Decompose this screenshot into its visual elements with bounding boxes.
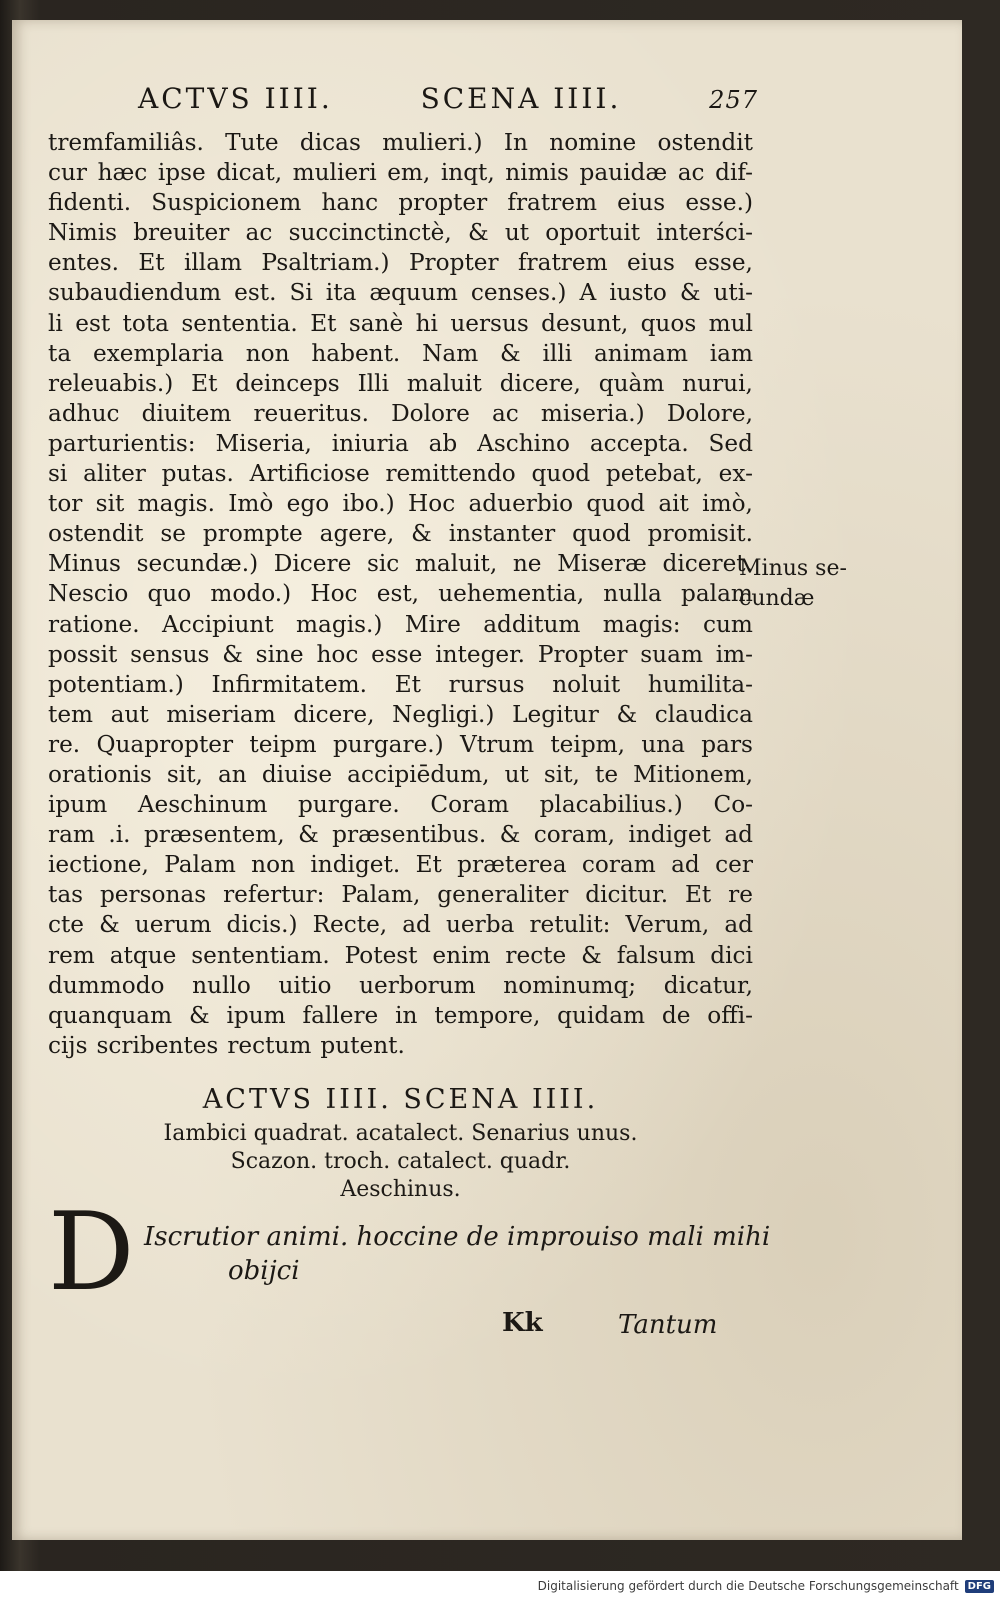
catchword: Tantum <box>618 1310 718 1340</box>
text-line: dummodo nullo uitio uerborum nominumq; dicatur, <box>48 971 753 999</box>
credit-text: Digitalisierung gefördert durch die Deutsche Forschungsgemeinschaft <box>537 1579 959 1593</box>
text-line: subaudiendum est. Si ita æquum censes.) A iusto & uti- <box>48 279 753 307</box>
dfg-logo: DFG <box>965 1580 994 1593</box>
text-line: ratione. Accipiunt magis.) Mire additum magis: cum <box>48 610 753 638</box>
drop-capital: D <box>48 1190 135 1315</box>
text-line: tremfamiliâs. Tute dicas mulieri.) In nomine ostendit <box>48 129 753 156</box>
text-line: releuabis.) Et deinceps Illi maluit dicere, quàm nurui, <box>48 369 753 397</box>
meter-description: Iambici quadrat. acatalect. Senarius unus. <box>163 1121 638 1146</box>
text-line: ram .i. præsentem, & præsentibus. & coram, indiget ad <box>48 821 753 849</box>
running-header <box>138 82 758 115</box>
margin-note-line: cundæ <box>739 586 815 611</box>
verse-line: obijci <box>228 1256 300 1286</box>
text-line: li est tota sententia. Et sanè hi uersus desunt, quos mul <box>48 309 753 337</box>
text-line: re. Quapropter teipm purgare.) Vtrum teipm, una pars <box>48 730 753 758</box>
speaker-name: Aeschinus. <box>340 1177 461 1202</box>
text-line: rem atque sententiam. Potest enim recte & falsum dici <box>48 941 753 969</box>
credit-bar <box>0 1571 1000 1601</box>
text-line: ta exemplaria non habent. Nam & illi animam iam <box>48 339 753 367</box>
text-line: Minus secundæ.) Dicere sic maluit, ne Miseræ diceret. <box>48 550 753 578</box>
text-line: tem aut miseriam dicere, Negligi.) Legitur & claudica <box>48 700 753 728</box>
text-line: si aliter putas. Artificiose remittendo quod petebat, ex- <box>48 460 753 488</box>
verse-line: Iscrutior animi. hoccine de improuiso mali mihi <box>144 1222 771 1252</box>
text-line: potentiam.) Infirmitatem. Et rursus noluit humilita- <box>48 670 753 698</box>
text-line: cte & uerum dicis.) Recte, ad uerba retulit: Verum, ad <box>48 911 753 939</box>
scene-title: ACTVS IIII. SCENA IIII. <box>202 1084 599 1115</box>
book-page <box>12 20 962 1540</box>
text-line: fidenti. Suspicionem hanc propter fratrem eius esse.) <box>48 189 753 217</box>
text-line: tor sit magis. Imò ego ibo.) Hoc aduerbio quod ait imò, <box>48 490 753 518</box>
text-line: adhuc diuitem reueritus. Dolore ac miseria.) Dolore, <box>48 399 753 427</box>
folio-number: 257 <box>709 86 758 114</box>
text-line: orationis sit, an diuise accipiēdum, ut sit, te Mitionem, <box>48 760 753 788</box>
text-line: entes. Et illam Psaltriam.) Propter fratrem eius esse, <box>48 249 753 277</box>
text-line: ipum Aeschinum purgare. Coram placabilius.) Co- <box>48 791 753 819</box>
running-title-scene: SCENA IIII. <box>420 82 622 115</box>
commentary-text <box>48 128 753 1061</box>
text-line: cijs scribentes rectum putent. <box>48 1031 405 1059</box>
running-title-act: ACTVS IIII. <box>138 82 333 115</box>
text-line: tas personas refertur: Palam, generaliter dicitur. Et re <box>48 881 753 909</box>
meter-description: Scazon. troch. catalect. quadr. <box>230 1149 571 1174</box>
margin-note-line: Minus se- <box>739 556 847 581</box>
text-line: ostendit se prompte agere, & instanter quod promisit. <box>48 520 753 548</box>
scene-heading <box>48 1080 753 1204</box>
signature-mark: Kk <box>502 1308 543 1338</box>
text-line: quanquam & ipum fallere in tempore, quidam de offi- <box>48 1001 753 1029</box>
text-line: Nimis breuiter ac succinctinctè, & ut oportuit interści- <box>48 219 753 247</box>
text-line: possit sensus & sine hoc esse integer. Propter suam im- <box>48 640 753 668</box>
text-line: iectione, Palam non indiget. Et præterea coram ad cer <box>48 851 753 879</box>
text-line: cur hæc ipse dicat, mulieri em, inqt, nimis pauidæ ac dif- <box>48 159 753 187</box>
text-line: Nescio quo modo.) Hoc est, uehementia, nulla palam <box>48 580 753 608</box>
text-line: parturientis: Miseria, iniuria ab Aschino accepta. Sed <box>48 429 753 457</box>
margin-note <box>739 554 869 614</box>
